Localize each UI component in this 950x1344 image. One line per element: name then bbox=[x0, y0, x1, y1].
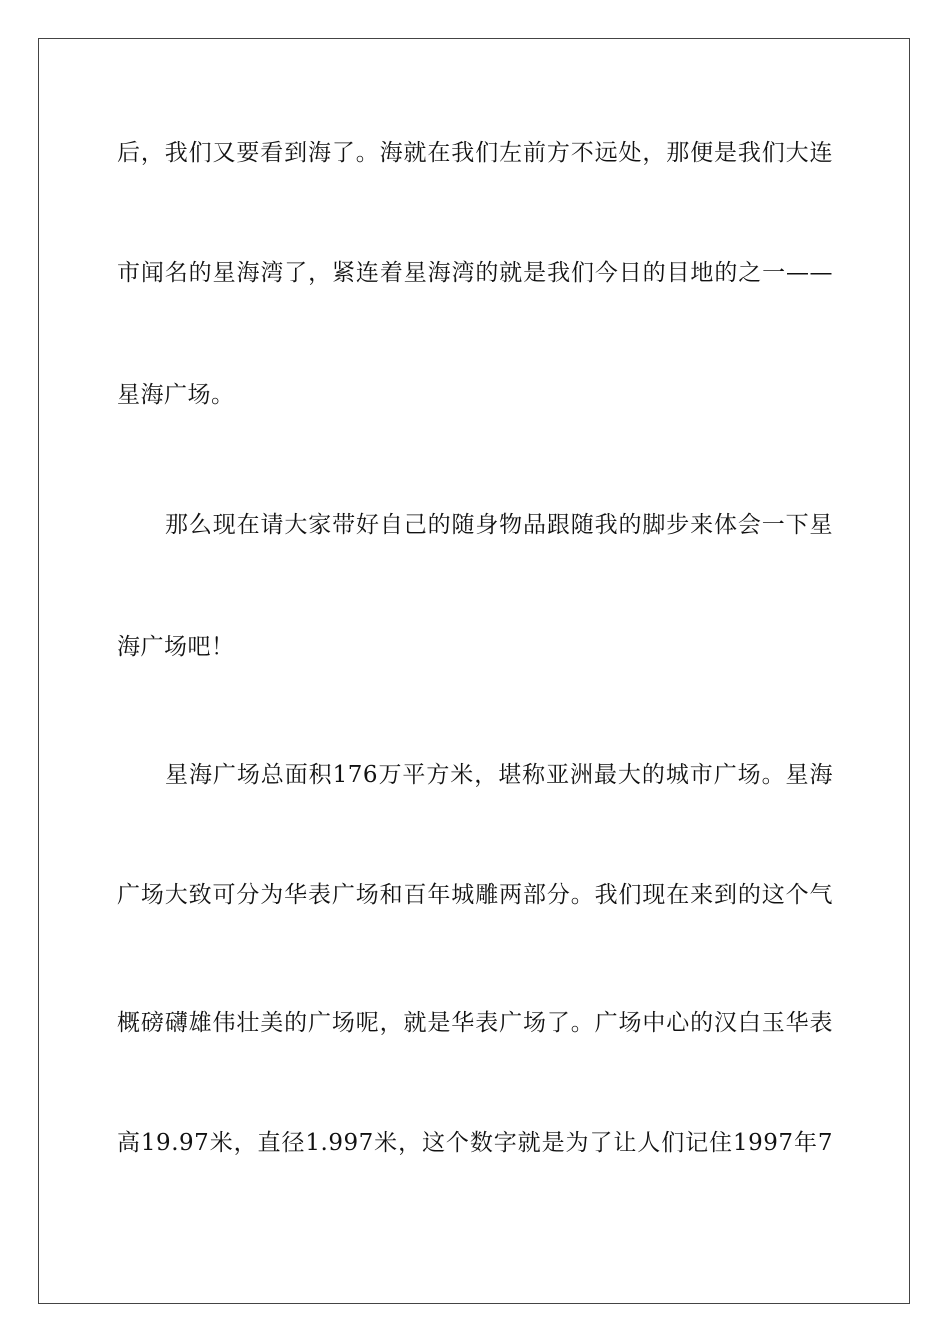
paragraph-start-line: 星海广场总面积176万平方米，堪称亚洲最大的城市广场。星海 bbox=[165, 762, 833, 788]
text-line: 概磅礴雄伟壮美的广场呢，就是华表广场了。广场中心的汉白玉华表 bbox=[117, 1010, 833, 1036]
text-line: 后，我们又要看到海了。海就在我们左前方不远处，那便是我们大连 bbox=[117, 140, 833, 166]
paragraph-start-line: 那么现在请大家带好自己的随身物品跟随我的脚步来体会一下星 bbox=[165, 512, 833, 538]
text-line: 市闻名的星海湾了，紧连着星海湾的就是我们今日的目地的之一—— bbox=[117, 260, 833, 286]
page-border bbox=[38, 38, 910, 1304]
text-line: 海广场吧！ bbox=[117, 634, 235, 660]
text-line: 广场大致可分为华表广场和百年城雕两部分。我们现在来到的这个气 bbox=[117, 882, 833, 908]
text-line: 星海广场。 bbox=[117, 382, 235, 408]
text-line: 高19.97米，直径1.997米，这个数字就是为了让人们记住1997年7 bbox=[117, 1130, 833, 1156]
